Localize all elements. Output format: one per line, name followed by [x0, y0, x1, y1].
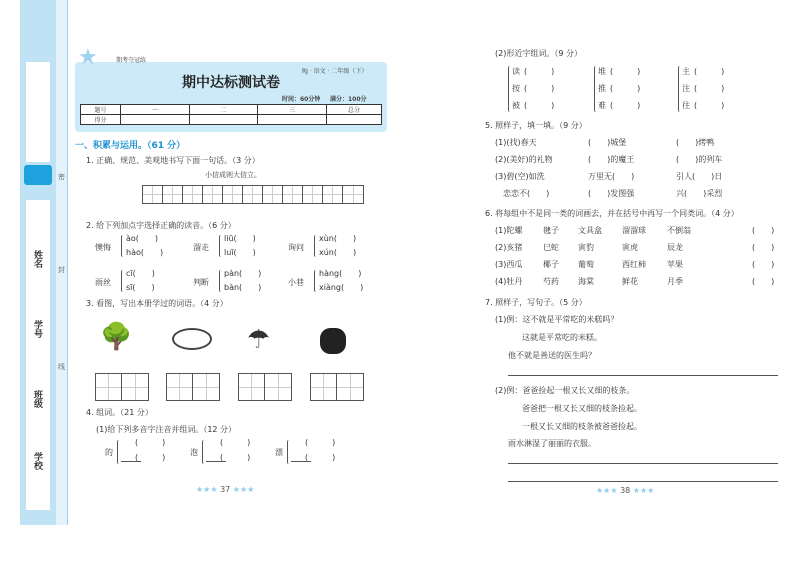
- similar-char: 按: [512, 84, 520, 93]
- seal-char: 密: [58, 173, 65, 181]
- section-heading: 一、积累与运用。（61 分）: [75, 141, 186, 151]
- answer-box[interactable]: [238, 373, 292, 401]
- word-option[interactable]: 辰龙: [667, 243, 683, 252]
- eggplant-picture: [320, 328, 346, 354]
- willow-tree-picture: 🌳: [100, 322, 133, 352]
- word-option[interactable]: 毽子: [543, 226, 559, 235]
- cell: 一: [121, 105, 190, 115]
- example-1-answer: 这就是平常吃的米糕。: [522, 333, 602, 342]
- example-2: (2)例：爸爸捡起一根又长又细的枝条。: [495, 386, 635, 395]
- pinyin-option[interactable]: cī( ): [126, 269, 155, 278]
- answer-blank[interactable]: ( ): [524, 67, 555, 76]
- fill-item[interactable]: ( )的魔王: [588, 155, 635, 164]
- brace: [219, 235, 223, 257]
- word-option[interactable]: 西红柿: [622, 260, 646, 269]
- answer-blank[interactable]: ( ): [694, 67, 725, 76]
- answer-blank[interactable]: ( ): [752, 226, 775, 235]
- stars-icon: ★★★: [596, 486, 618, 495]
- brace: [314, 270, 318, 292]
- fill-item[interactable]: 引人( )日: [676, 172, 723, 181]
- student-id-label: 学号: [32, 320, 42, 338]
- answer-blank[interactable]: ( ): [305, 438, 336, 447]
- score-input[interactable]: [121, 115, 190, 125]
- answer-blank[interactable]: ( ): [610, 67, 641, 76]
- word: 雨丝: [95, 278, 111, 287]
- tips-tab: [24, 165, 52, 185]
- answer-blank[interactable]: ( ): [752, 243, 775, 252]
- word-option[interactable]: (4)牡丹: [495, 277, 523, 286]
- pinyin-option[interactable]: bàn( ): [224, 283, 262, 292]
- fill-item[interactable]: ( )的列车: [676, 155, 723, 164]
- brace: [121, 270, 125, 292]
- pinyin-option[interactable]: pàn( ): [224, 269, 262, 278]
- brace: [314, 235, 318, 257]
- similar-char: 往: [682, 101, 690, 110]
- seal-char: 线: [58, 363, 65, 371]
- answer-box[interactable]: [166, 373, 220, 401]
- exercise-2: 雨水淋湿了丽丽的衣服。: [508, 439, 596, 448]
- answer-box[interactable]: [310, 373, 364, 401]
- fill-item[interactable]: ( )发图强: [588, 189, 635, 198]
- cell: 得分: [81, 115, 121, 125]
- fill-item[interactable]: ( )城堡: [588, 138, 627, 147]
- subject-label: RJ · 语文 · 二年级（下）: [302, 68, 368, 75]
- question-5: 5. 照样子，填一填。（9 分）: [485, 121, 587, 130]
- pinyin-option[interactable]: luī( ): [224, 248, 256, 257]
- question-4: 4. 组词。（21 分）: [86, 408, 153, 417]
- page-number: 38: [620, 486, 631, 495]
- similar-char: 堆: [598, 67, 606, 76]
- similar-char: 注: [682, 84, 690, 93]
- word: 小巷: [288, 278, 304, 287]
- cell: 题号: [81, 105, 121, 115]
- school-label: 学校: [32, 452, 42, 470]
- similar-char: 主: [682, 67, 690, 76]
- word-option[interactable]: 椰子: [543, 260, 559, 269]
- answer-blank[interactable]: ( ): [752, 260, 775, 269]
- class-label: 班级: [32, 390, 42, 408]
- answer-box[interactable]: [95, 373, 149, 401]
- score-input[interactable]: [327, 115, 382, 125]
- word: 询问: [288, 243, 304, 252]
- answer-blank[interactable]: ( ): [220, 453, 251, 462]
- score-table: [80, 104, 382, 125]
- word-option[interactable]: 溜溜球: [622, 226, 646, 235]
- page-number: 37: [220, 485, 231, 494]
- answer-blank[interactable]: ( ): [305, 453, 336, 462]
- question-7: 7. 照样子，写句子。（5 分）: [485, 298, 587, 307]
- answer-blank[interactable]: ( ): [610, 101, 641, 110]
- word: 判断: [193, 278, 209, 287]
- cell: 三: [258, 105, 327, 115]
- word-option[interactable]: 葡萄: [578, 260, 594, 269]
- pinyin-option[interactable]: xún( ): [319, 248, 357, 257]
- answer-line[interactable]: [508, 481, 778, 482]
- polyphone-char: 泡: [190, 448, 198, 457]
- pinyin-option[interactable]: ào( ): [126, 234, 159, 243]
- answer-line[interactable]: [508, 375, 778, 376]
- answer-blank[interactable]: ( ): [135, 438, 166, 447]
- word-option[interactable]: (1)陀螺: [495, 226, 523, 235]
- word-option[interactable]: 海棠: [578, 277, 594, 286]
- star-logo-icon: ★: [78, 45, 98, 70]
- tips-box: [26, 62, 50, 162]
- pinyin-option[interactable]: sī( ): [126, 283, 155, 292]
- word-option[interactable]: 不倒翁: [667, 226, 691, 235]
- seal-char: 封: [58, 266, 65, 274]
- word-option[interactable]: 苹果: [667, 260, 683, 269]
- ripple-picture: [172, 328, 212, 350]
- answer-blank[interactable]: ( ): [524, 101, 555, 110]
- brand-label: 期考夺冠练: [116, 57, 147, 64]
- pinyin-option[interactable]: hào( ): [126, 248, 164, 257]
- writing-grid[interactable]: [142, 185, 364, 204]
- word-option[interactable]: (3)西瓜: [495, 260, 523, 269]
- word-option[interactable]: 月季: [667, 277, 683, 286]
- stars-icon: ★★★: [232, 485, 255, 494]
- similar-char: 推: [598, 84, 606, 93]
- answer-blank[interactable]: ( ): [694, 84, 725, 93]
- fill-item[interactable]: (2)(美好)的礼物: [495, 155, 553, 164]
- question-3: 3. 看图，写出本册学过的词语。（4 分）: [86, 299, 228, 308]
- answer-blank[interactable]: ( ): [524, 84, 555, 93]
- brace: [219, 270, 223, 292]
- fill-item[interactable]: 万里无( ): [588, 172, 635, 181]
- similar-char: 难: [598, 101, 606, 110]
- fill-item[interactable]: 兴( )采烈: [676, 189, 723, 198]
- cell: 二: [189, 105, 258, 115]
- stars-icon: ★★★: [632, 486, 655, 495]
- pinyin-option[interactable]: hàng( ): [319, 269, 362, 278]
- answer-blank[interactable]: ( ): [135, 453, 166, 462]
- exercise-1: 他不就是善送的医生吗？: [508, 351, 596, 360]
- answer-blank[interactable]: ( ): [220, 438, 251, 447]
- example-2-answer-a: 爸爸把一根又长又细的枝条捡起。: [522, 404, 642, 413]
- word: 懊悔: [95, 243, 111, 252]
- word-option[interactable]: 芍药: [543, 277, 559, 286]
- similar-char: 读: [512, 67, 520, 76]
- polyphone-char: 漂: [275, 448, 283, 457]
- fill-item[interactable]: 恋恋不( ): [495, 189, 550, 198]
- polyphone-char: 的: [105, 448, 113, 457]
- seal-line-strip: [56, 0, 68, 525]
- name-label: 姓名: [32, 250, 42, 268]
- word-option[interactable]: 鲜花: [622, 277, 638, 286]
- score-input[interactable]: [189, 115, 258, 125]
- similar-char: 被: [512, 101, 520, 110]
- word-option[interactable]: 巳蛇: [543, 243, 559, 252]
- answer-blank[interactable]: ( ): [610, 84, 641, 93]
- fill-item[interactable]: ( )烤鸭: [676, 138, 715, 147]
- score-input[interactable]: [258, 115, 327, 125]
- page-title: 期中达标测试卷: [182, 75, 280, 91]
- word-option[interactable]: (2)亥猪: [495, 243, 523, 252]
- full-score-label: 满分：100分: [330, 96, 367, 103]
- answer-blank[interactable]: ( ): [694, 101, 725, 110]
- word-option[interactable]: 寅豹: [578, 243, 594, 252]
- answer-blank[interactable]: ( ): [752, 277, 775, 286]
- brace: [121, 235, 125, 257]
- question-4-2: (2)形近字组词。（9 分）: [495, 49, 582, 58]
- fill-item[interactable]: (3)碧(空)如洗: [495, 172, 545, 181]
- example-1: (1)例：这不就是平常吃的米糕吗？: [495, 315, 619, 324]
- question-6: 6. 将每组中不是同一类的词画去，并在括号中再写一个同类词。（4 分）: [485, 209, 739, 218]
- question-4-1: (1)给下列多音字注音并组词。（12 分）: [96, 425, 237, 434]
- word: 溜走: [193, 243, 209, 252]
- time-label: 时间：60分钟: [282, 96, 321, 103]
- stars-icon: ★★★: [196, 485, 218, 494]
- page-number-right: [596, 486, 654, 495]
- question-2: 2. 给下列加点字选择正确的读音。（6 分）: [86, 221, 236, 230]
- word-option[interactable]: 寅虎: [622, 243, 638, 252]
- page-number-left: [196, 485, 254, 494]
- word-option[interactable]: 文具盒: [578, 226, 602, 235]
- copy-sentence: 小信成则大信立。: [205, 171, 261, 179]
- question-1: 1. 正确、规范、美观地书写下面一句话。（3 分）: [86, 156, 260, 165]
- pinyin-option[interactable]: liū( ): [224, 234, 256, 243]
- umbrella-picture: ☂: [247, 325, 271, 355]
- pinyin-option[interactable]: xiàng( ): [319, 283, 364, 292]
- example-2-answer-b: 一根又长又细的枝条被爸爸捡起。: [522, 422, 642, 431]
- pinyin-option[interactable]: xùn( ): [319, 234, 357, 243]
- answer-line[interactable]: [508, 463, 778, 464]
- fill-item[interactable]: (1)(找)春天: [495, 138, 537, 147]
- cell: 总分: [327, 105, 382, 115]
